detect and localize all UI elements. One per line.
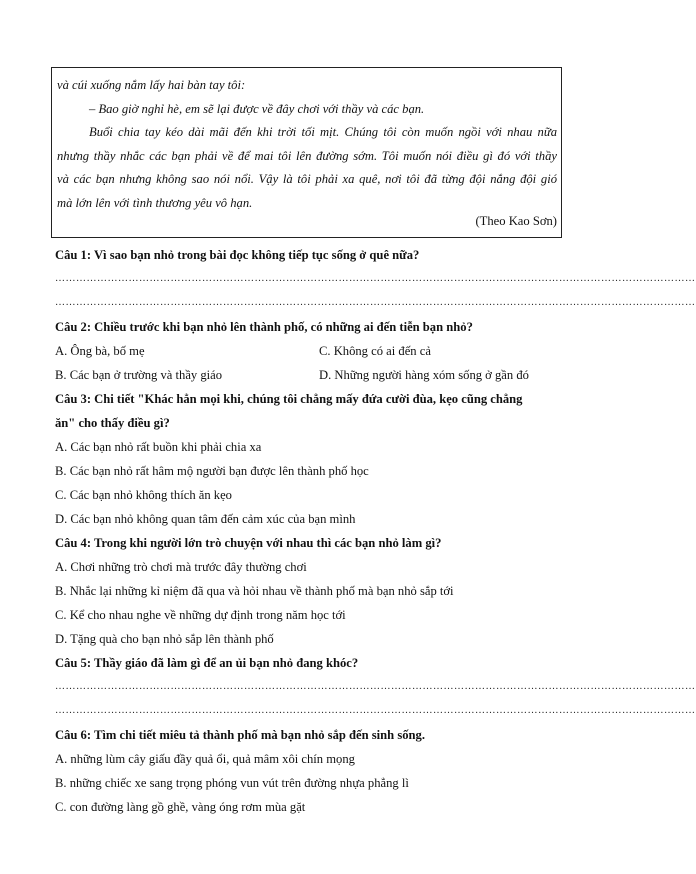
option-c: C. Kể cho nhau nghe về những dự định trong năm học tới [55, 608, 346, 622]
reading-passage-box [51, 67, 562, 238]
question-3-title: Câu 3: Chi tiết "Khác hẳn mọi khi, chúng tôi chẳng mấy đứa cười đùa, kẹo cũng chẳng [55, 392, 523, 406]
questions-section [55, 243, 696, 819]
passage-line: mà lớn lên với tình thương yêu vô hạn. [57, 195, 253, 210]
passage-line: nhưng thầy nhắc các bạn phải về để mai tôi lên đường sớm. Tôi muốn nói điều gì đó với thầy [57, 148, 557, 163]
answer-line: ………………………………………………………………………………………………………………………………………………………………… [55, 297, 696, 308]
option-b: B. Các bạn nhỏ rất hâm mộ người bạn được lên thành phố học [55, 464, 369, 478]
option-c: C. Các bạn nhỏ không thích ăn kẹo [55, 488, 232, 502]
option-d: D. Các bạn nhỏ không quan tâm đến cảm xúc của bạn mình [55, 512, 356, 526]
passage-line: Buổi chia tay kéo dài mãi đến khi trời tối mịt. Chúng tôi còn muốn ngồi với nhau nữa [89, 125, 557, 139]
question-2-title: Câu 2: Chiều trước khi bạn nhỏ lên thành phố, có những ai đến tiễn bạn nhỏ? [55, 320, 473, 334]
passage-line: và các bạn nhưng không sao nói nổi. Vậy là tôi phải xa quê, nơi tôi đã từng đội nắng đội gió [57, 172, 557, 186]
option-a: A. Các bạn nhỏ rất buồn khi phải chia xa [55, 440, 262, 454]
option-c: C. Không có ai đến cả [319, 344, 431, 358]
option-b: B. Nhắc lại những kỉ niệm đã qua và hỏi nhau về thành phố mà bạn nhỏ sắp tới [55, 584, 454, 598]
question-4-title: Câu 4: Trong khi người lớn trò chuyện với nhau thì các bạn nhỏ làm gì? [55, 536, 442, 550]
question-1-title: Câu 1: Vì sao bạn nhỏ trong bài đọc không tiếp tục sống ở quê nữa? [55, 248, 420, 262]
question-6-title: Câu 6: Tìm chi tiết miêu tả thành phố mà bạn nhỏ sắp đến sinh sống. [55, 728, 425, 742]
answer-line: ………………………………………………………………………………………………………………………………………………………………… [55, 273, 696, 284]
option-c: C. con đường làng gồ ghề, vàng óng rơm mùa gặt [55, 800, 306, 814]
option-b: B. Các bạn ở trường và thầy giáo [55, 368, 223, 382]
answer-line: ………………………………………………………………………………………………………………………………………………………………… [55, 705, 696, 716]
option-d: D. Tặng quà cho bạn nhỏ sắp lên thành phố [55, 632, 274, 646]
answer-line: ………………………………………………………………………………………………………………………………………………………………… [55, 681, 696, 692]
option-b: B. những chiếc xe sang trọng phóng vun vút trên đường nhựa phẳng lì [55, 776, 409, 790]
option-a: A. những lùm cây giấu đầy quả ổi, quả mâm xôi chín mọng [55, 752, 355, 766]
option-a: A. Ông bà, bố mẹ [55, 344, 145, 358]
passage-line: và cúi xuống nắm lấy hai bàn tay tôi: [57, 78, 246, 92]
passage-line: – Bao giờ nghỉ hè, em sẽ lại được về đây chơi với thầy và các bạn. [89, 101, 425, 116]
option-d: D. Những người hàng xóm sống ở gần đó [319, 368, 529, 382]
passage-source: (Theo Kao Sơn) [475, 213, 557, 228]
question-5-title: Câu 5: Thầy giáo đã làm gì để an ủi bạn nhỏ đang khóc? [55, 656, 359, 670]
question-3-title-cont: ăn" cho thấy điều gì? [55, 416, 170, 430]
option-a: A. Chơi những trò chơi mà trước đây thường chơi [55, 560, 307, 574]
